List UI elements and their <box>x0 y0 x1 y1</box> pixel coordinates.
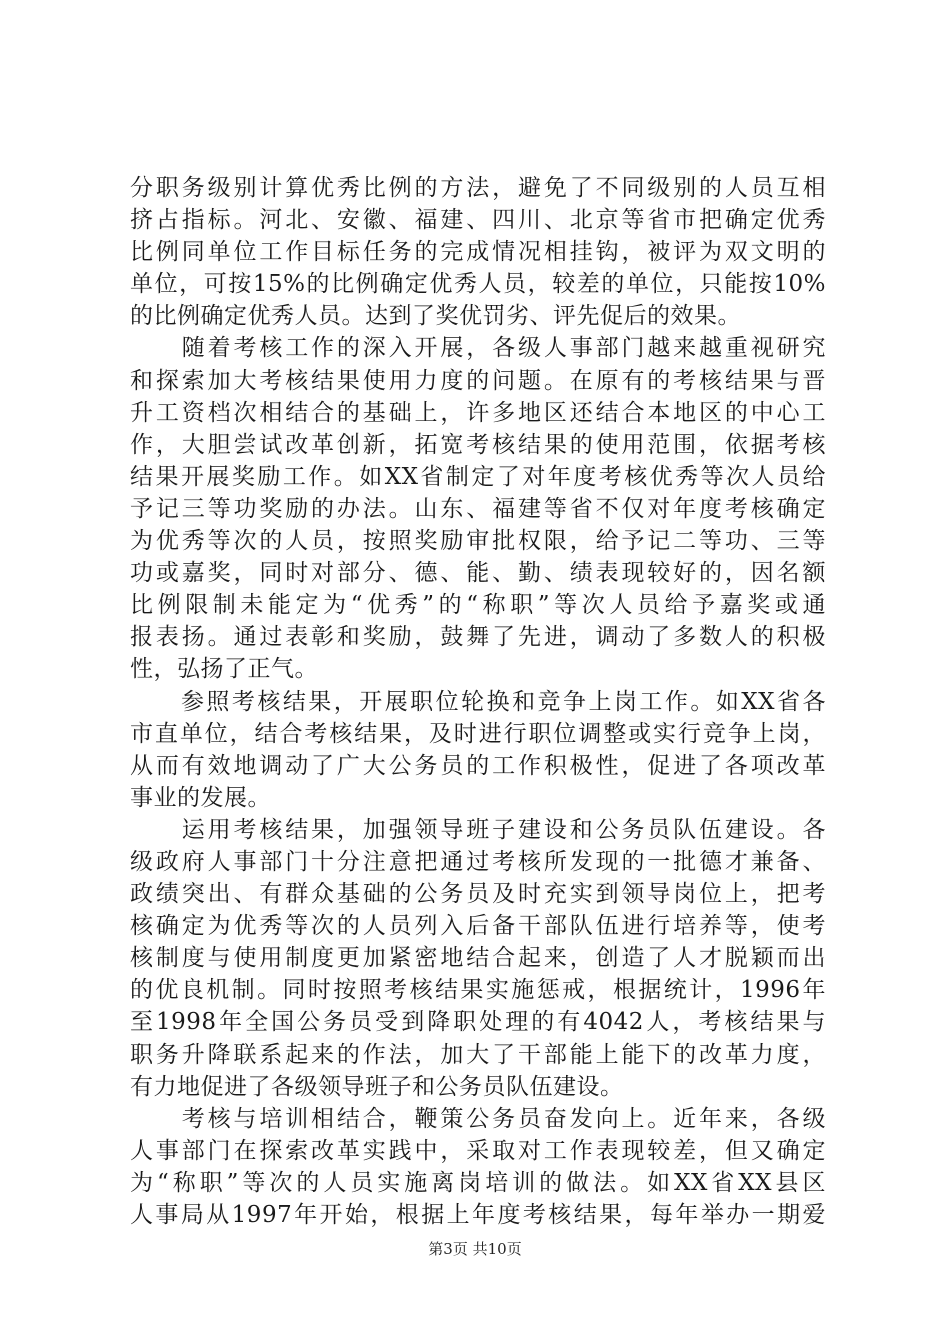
page-footer: 第3页 共10页 <box>428 1240 522 1258</box>
body-text <box>130 172 826 1231</box>
text-line: 结果开展奖励工作。如XX省制定了对年度考核优秀等次人员给 <box>130 463 826 490</box>
text-line: 核确定为优秀等次的人员列入后备干部队伍进行培养等，使考 <box>130 913 826 940</box>
text-line: 挤占指标。河北、安徽、福建、四川、北京等省市把确定优秀 <box>130 207 826 234</box>
text-line: 政绩突出、有群众基础的公务员及时充实到领导岗位上，把考 <box>130 881 826 908</box>
text-line: 参照考核结果，开展职位轮换和竞争上岗工作。如XX省各 <box>130 688 826 715</box>
text-line: 职务升降联系起来的作法，加大了干部能上能下的改革力度， <box>130 1041 826 1068</box>
text-line: 为“称职”等次的人员实施离岗培训的做法。如XX省XX县区 <box>130 1169 826 1196</box>
text-line: 升工资档次相结合的基础上，许多地区还结合本地区的中心工 <box>130 399 826 426</box>
text-line: 从而有效地调动了广大公务员的工作积极性，促进了各项改革 <box>130 752 826 779</box>
text-line: 分职务级别计算优秀比例的方法，避免了不同级别的人员互相 <box>130 175 826 201</box>
text-line: 考核与培训相结合，鞭策公务员奋发向上。近年来，各级 <box>130 1105 826 1132</box>
text-line: 比例同单位工作目标任务的完成情况相挂钩，被评为双文明的 <box>130 239 826 266</box>
text-line: 人事部门在探索改革实践中，采取对工作表现较差，但又确定 <box>130 1137 826 1164</box>
text-line: 和探索加大考核结果使用力度的问题。在原有的考核结果与晋 <box>130 367 826 394</box>
text-line: 单位，可按15%的比例确定优秀人员，较差的单位，只能按10% <box>130 271 826 298</box>
text-line: 为优秀等次的人员，按照奖励审批权限，给予记二等功、三等 <box>130 528 826 555</box>
text-line: 的比例确定优秀人员。达到了奖优罚劣、评先促后的效果。 <box>130 303 741 330</box>
text-line: 报表扬。通过表彰和奖励，鼓舞了先进，调动了多数人的积极 <box>130 624 826 651</box>
text-line: 性，弘扬了正气。 <box>130 656 318 683</box>
text-line: 核制度与使用制度更加紧密地结合起来，创造了人才脱颖而出 <box>130 945 826 972</box>
text-line: 人事局从1997年开始，根据上年度考核结果，每年举办一期爱 <box>130 1202 826 1228</box>
text-line: 事业的发展。 <box>130 784 271 811</box>
text-line: 市直单位，结合考核结果，及时进行职位调整或实行竞争上岗， <box>130 720 826 747</box>
text-line: 级政府人事部门十分注意把通过考核所发现的一批德才兼备、 <box>130 848 826 875</box>
text-line: 功或嘉奖，同时对部分、德、能、勤、绩表现较好的，因名额 <box>130 560 826 587</box>
text-line: 运用考核结果，加强领导班子建设和公务员队伍建设。各 <box>130 816 826 843</box>
text-line: 比例限制未能定为“优秀”的“称职”等次人员给予嘉奖或通 <box>130 592 826 619</box>
text-line: 有力地促进了各级领导班子和公务员队伍建设。 <box>130 1073 624 1100</box>
text-line: 予记三等功奖励的办法。山东、福建等省不仅对年度考核确定 <box>130 495 826 522</box>
text-line: 作，大胆尝试改革创新，拓宽考核结果的使用范围，依据考核 <box>130 431 826 458</box>
text-line: 至1998年全国公务员受到降职处理的有4042人，考核结果与 <box>130 1009 826 1036</box>
text-line: 随着考核工作的深入开展，各级人事部门越来越重视研究 <box>130 335 826 362</box>
text-line: 的优良机制。同时按照考核结果实施惩戒，根据统计，1996年 <box>130 977 826 1004</box>
